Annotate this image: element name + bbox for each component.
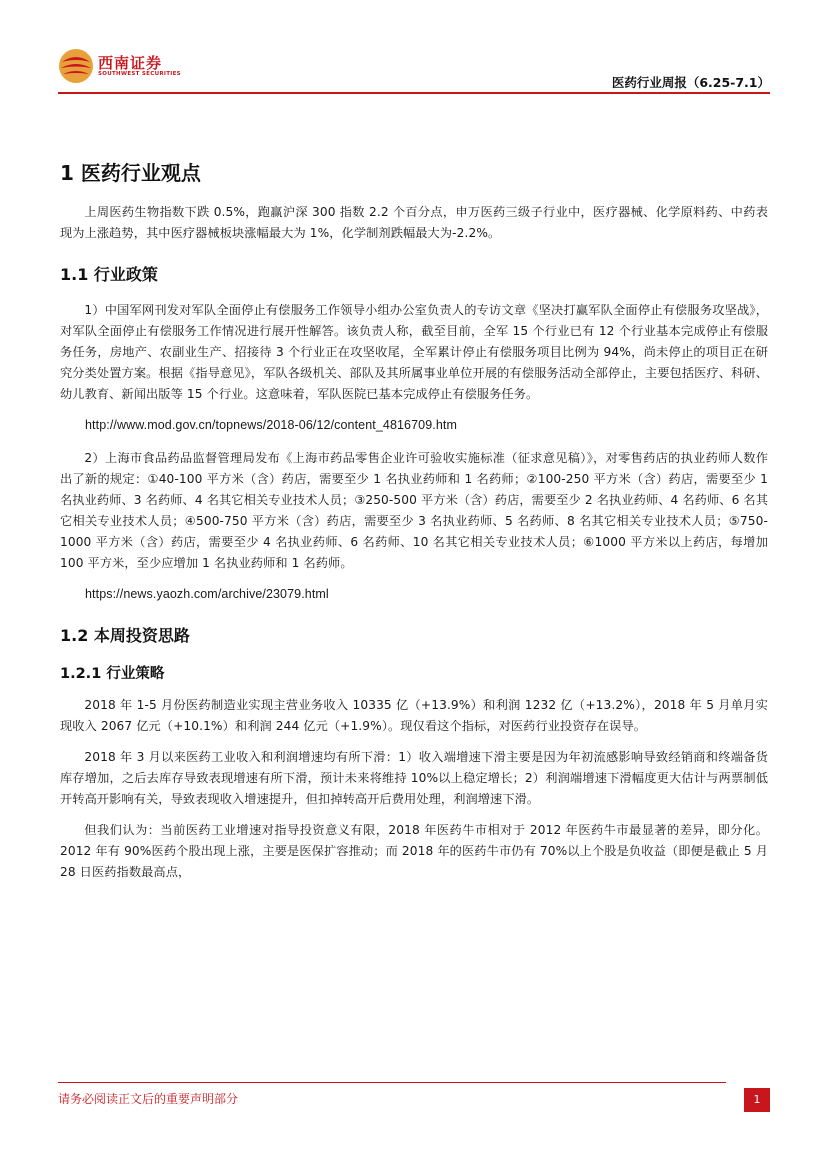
header-divider	[58, 92, 770, 94]
logo-chinese-name: 西南证券	[98, 54, 163, 72]
strategy-paragraph-2: 2018 年 3 月以来医药工业收入和利润增速均有所下滑：1）收入端增速下滑主要是因为年初流感影响导致经销商和终端备货库存增加，之后去库存导致表现增速有所下滑，预计未来将维持 10%以上稳定增长；2）利润端增速下滑幅度更大估计与两票制低开转高开影响有关，导致表现收入增速提升，但扣掉转高开后费用处理，利润增速下滑。	[60, 750, 768, 806]
logo-emblem-icon	[58, 48, 94, 84]
source-url-1: http://www.mod.gov.cn/topnews/2018-06/12/content_4816709.htm	[85, 418, 457, 432]
strategy-paragraph-1: 2018 年 1-5 月份医药制造业实现主营业务收入 10335 亿（+13.9%）和利润 1232 亿（+13.2%），2018 年 5 月单月实现收入 2067 亿元（+10.1%）和利润 244 亿元（+1.9%）。现仅看这个指标，对医药行业投资存在误导。	[60, 698, 768, 733]
section-heading-1-2-1: 1.2.1 行业策略	[60, 666, 165, 682]
section-heading-1-1: 1.1 行业政策	[60, 265, 158, 284]
document-body	[60, 158, 768, 893]
page-footer	[58, 1080, 770, 1120]
strategy-paragraph-3: 但我们认为：当前医药工业增速对指导投资意义有限，2018 年医药牛市相对于 2012 年医药牛市最显著的差异，即分化。2012 年有 90%医药个股出现上涨，主要是医保扩容推动；而 2018 年的医药牛市仍有 70%以上个股是负收益（即便是截止 5 月 28 日医药指数最高点，	[60, 823, 768, 879]
report-title: 医药行业周报（6.25-7.1）	[611, 75, 770, 90]
logo-english-name: SOUTHWEST SECURITIES	[98, 71, 181, 77]
company-logo	[58, 46, 181, 86]
source-url-2: https://news.yaozh.com/archive/23079.html	[85, 587, 329, 601]
footer-divider	[58, 1082, 726, 1083]
policy-paragraph-1: 1）中国军网刊发对军队全面停止有偿服务工作领导小组办公室负责人的专访文章《坚决打赢军队全面停止有偿服务攻坚战》，对军队全面停止有偿服务工作情况进行展开性解答。该负责人称，截至目前，全军 15 个行业已有 12 个行业基本完成停止有偿服务任务，房地产、农副业生产、招接待 3 个行业正在攻坚收尾，全军累计停止有偿服务项目比例为 94%，尚未停止的项目正在研究分类处置方案。根据《指导意见》，军队各级机关、部队及其所属事业单位开展的有偿服务活动全部停止，主要包括医疗、科研、幼儿教育、新闻出版等 15 个行业。这意味着，军队医院已基本完成停止有偿服务任务。	[60, 303, 768, 401]
disclaimer-notice: 请务必阅读正文后的重要声明部分	[58, 1092, 239, 1106]
page-header	[58, 46, 770, 96]
section-heading-1: 1 医药行业观点	[60, 161, 201, 185]
intro-paragraph: 上周医药生物指数下跌 0.5%，跑赢沪深 300 指数 2.2 个百分点，申万医药三级子行业中，医疗器械、化学原料药、中药表现为上涨趋势，其中医疗器械板块涨幅最大为 1%，化学制剂跌幅最大为-2.2%。	[60, 205, 768, 240]
page-number: 1	[744, 1088, 770, 1112]
policy-paragraph-2: 2）上海市食品药品监督管理局发布《上海市药品零售企业许可验收实施标准（征求意见稿）》，对零售药店的执业药师人数作出了新的规定：①40-100 平方米（含）药店，需要至少 1 名执业药师和 1 名药师；②100-250 平方米（含）药店，需要至少 1 名执业药师、3 名药师、4 名其它相关专业技术人员；③250-500 平方米（含）药店，需要至少 2 名执业药师、4 名药师、6 名其它相关专业技术人员；④500-750 平方米（含）药店，需要至少 3 名执业药师、5 名药师、8 名其它相关专业技术人员；⑤750-1000 平方米（含）药店，需要至少 4 名执业药师、6 名药师、10 名其它相关专业技术人员；⑥1000 平方米以上药店，每增加 100 平方米，至少应增加 1 名执业药师和 1 名药师。	[60, 451, 768, 570]
section-heading-1-2: 1.2 本周投资思路	[60, 626, 190, 645]
